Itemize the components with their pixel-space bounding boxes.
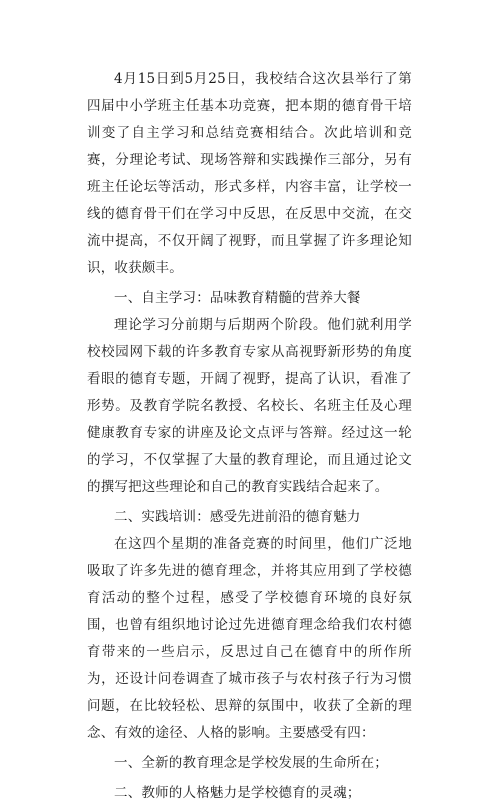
section-heading-practice-training: 二、实践培训：感受先进前沿的德育魅力	[114, 509, 361, 525]
document-page	[87, 66, 412, 807]
paragraph-theory-study: 理论学习分前期与后期两个阶段。他们就利用学校校园网下载的许多教育专家从高视野新形势的角度看眼的德育专题，开阔了视野，提高了认识，看准了形势。及教育学院名教授、名校长、名班主任及心理健康教育专家的讲座及论文点评与答辩。经过这一轮的学习，不仅掌握了大量的教育理论，而且通过论文的撰写把这些理论和自己的教育实践结合起来了。	[87, 317, 412, 495]
paragraph-intro: 4月15日到5月25日，我校结合这次县举行了第四届中小学班主任基本功竞赛，把本期的德育骨干培训变了自主学习和总结竞赛相结合。次此培训和竞赛，分理论考试、现场答辩和实践操作三部分，另有班主任论坛等活动，形式多样，内容丰富，让学校一线的德育骨干们在学习中反思，在反思中交流，在交流中提高，不仅开阔了视野，而且掌握了许多理论知识，收获颇丰。	[87, 71, 412, 276]
list-item-teacher-charisma: 二、教师的人格魅力是学校德育的灵魂；	[114, 785, 361, 801]
section-heading-self-study: 一、自主学习：品味教育精髓的营养大餐	[114, 290, 361, 306]
list-item-education-concept: 一、全新的教育理念是学校发展的生命所在；	[114, 755, 388, 771]
paragraph-practice: 在这四个星期的准备竞赛的时间里，他们广泛地吸取了许多先进的德育理念，并将其应用到了学校德育活动的整个过程，感受了学校德育环境的良好氛围，也曾有组织地讨论过先进德育理念给我们农村德育带来的一些启示，反思过自己在德育中的所作所为，还设计问卷调查了城市孩子与农村孩子行为习惯问题，在比较轻松、思辩的氛围中，收获了全新的理念、有效的途径、人格的影响。主要感受有四：	[87, 536, 412, 741]
